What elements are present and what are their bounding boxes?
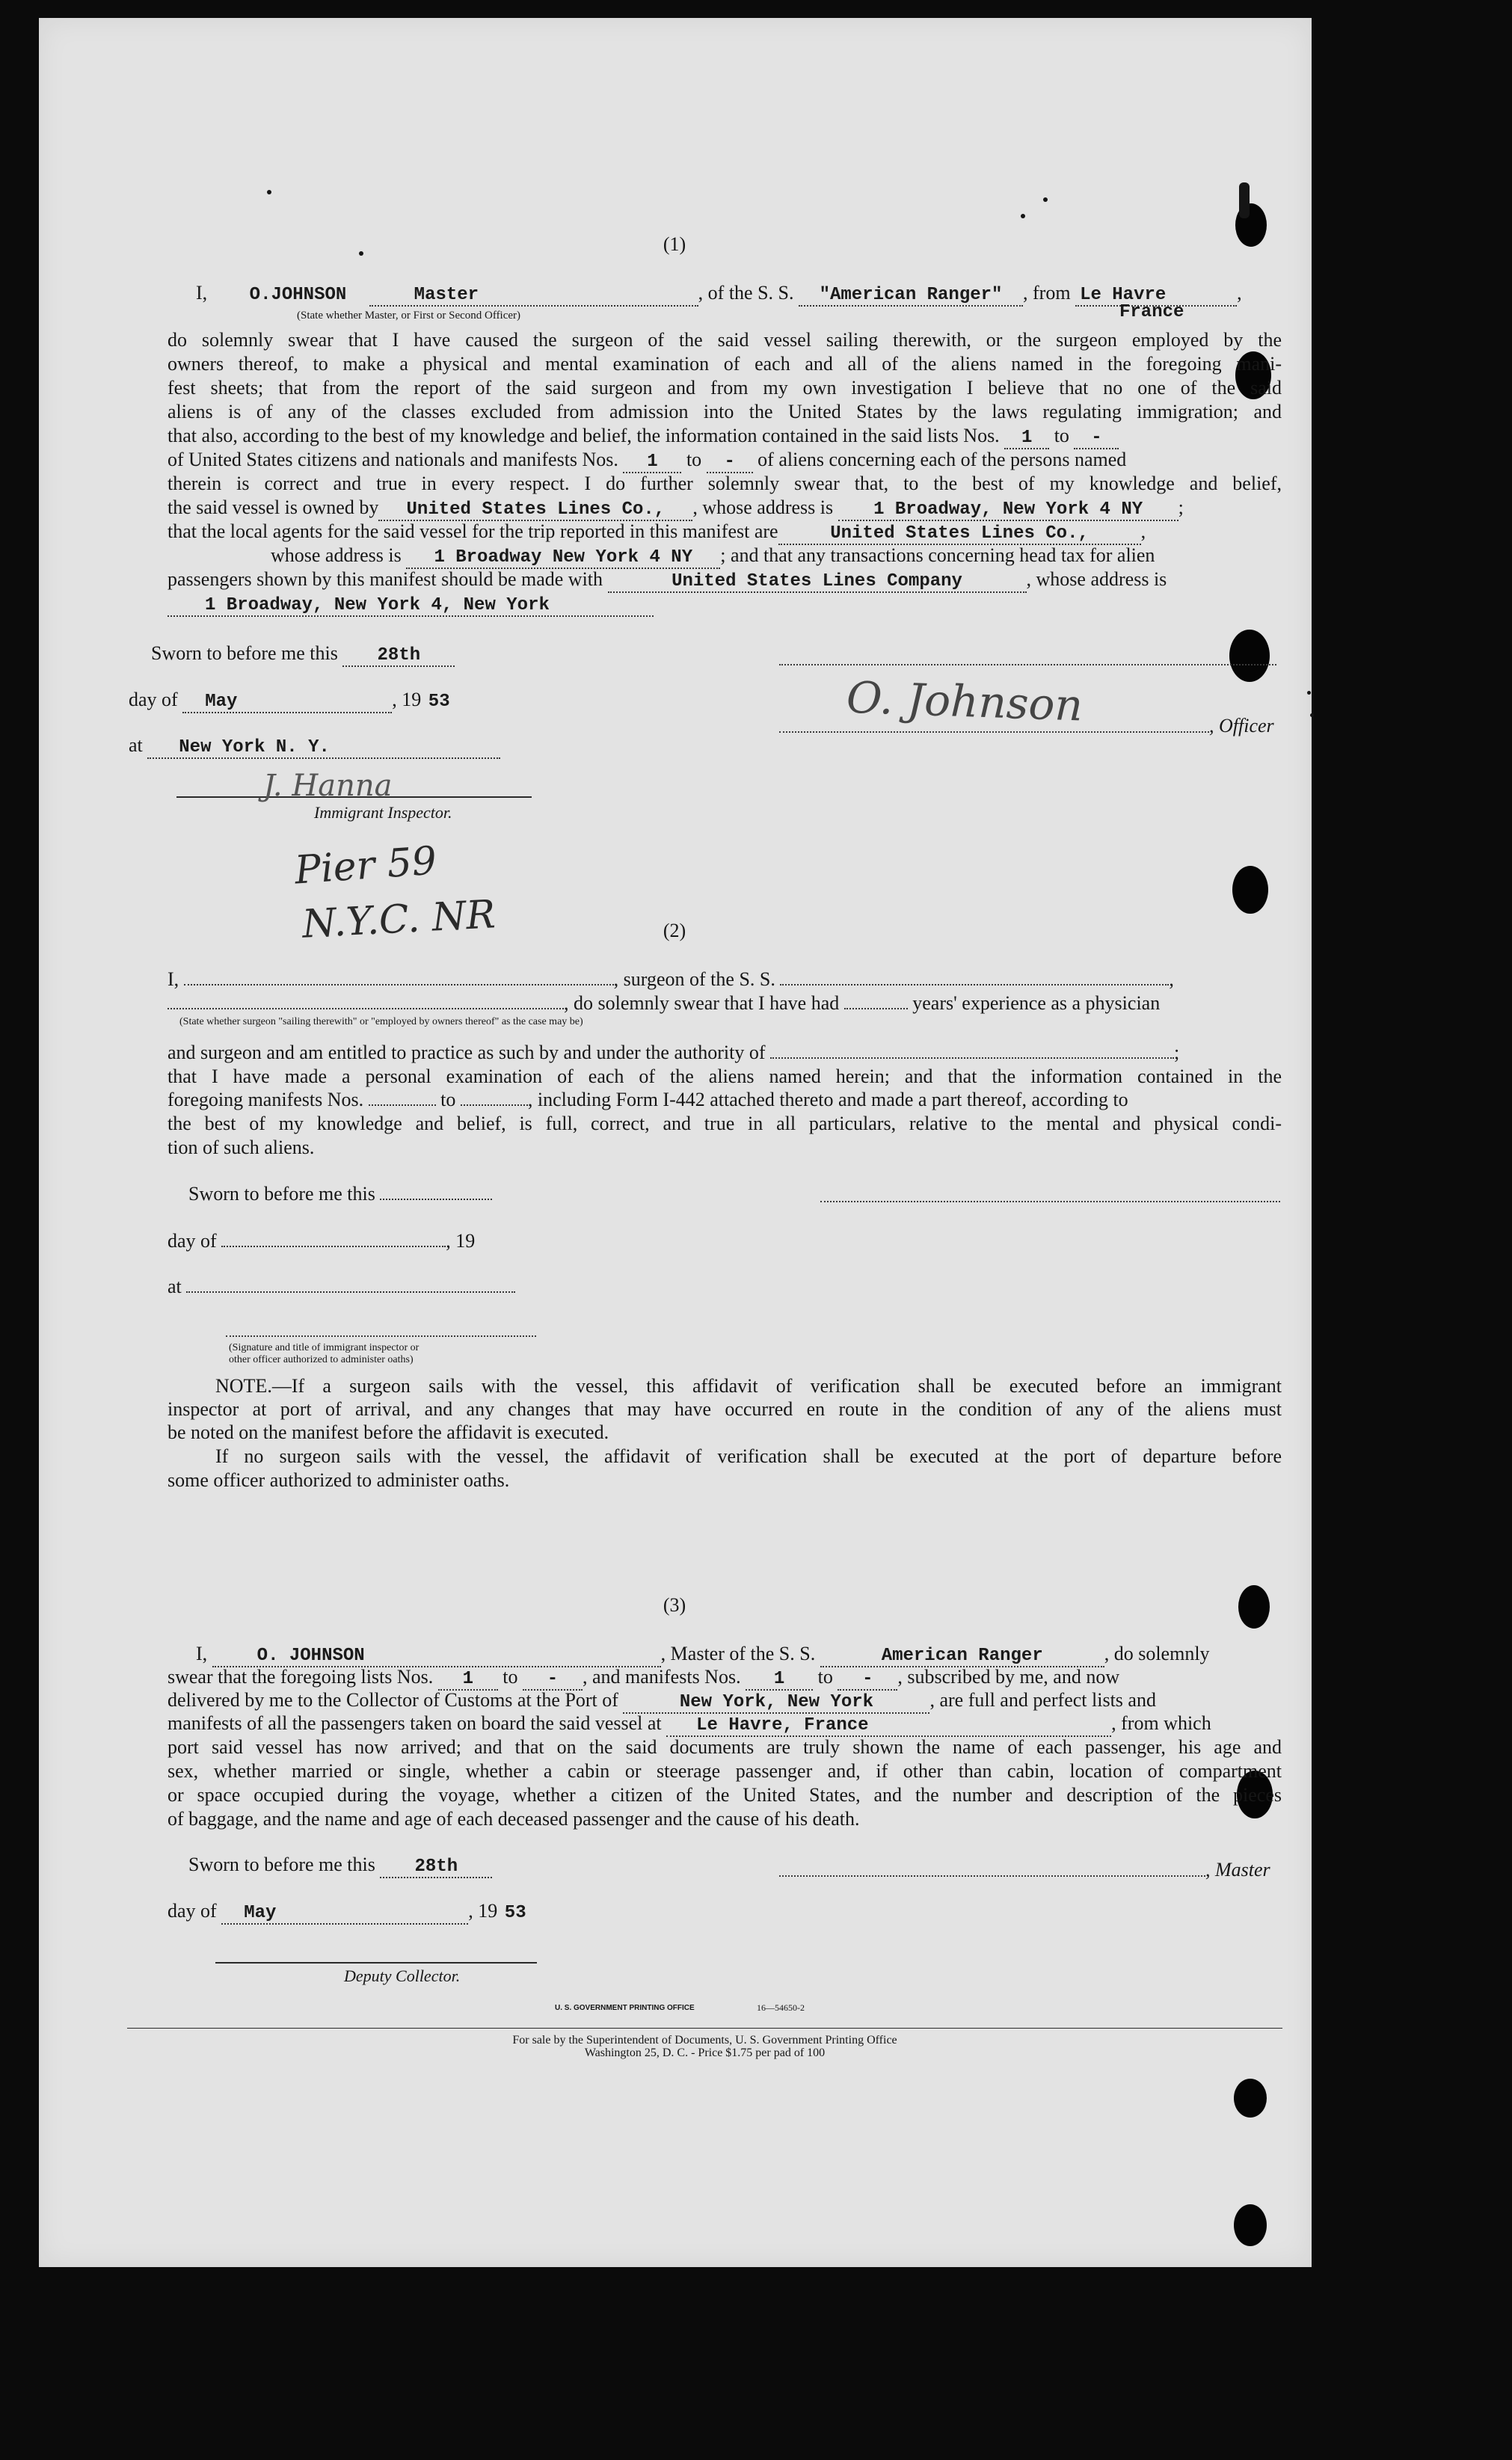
collector-signature-line <box>215 1962 537 1964</box>
surgeon-name-field <box>184 984 614 985</box>
section-number: (1) <box>663 233 686 255</box>
surgeon-signature-line <box>820 1201 1280 1202</box>
port-field: New York, New York <box>623 1693 929 1714</box>
list-from-field: 1 <box>438 1670 498 1691</box>
note-line: NOTE.—If a surgeon sails with the vessel, this affidavit of verification shall be executed before an immigrant <box>215 1375 1282 1397</box>
head-tax-company-field: United States Lines Company <box>608 572 1027 593</box>
note-line: inspector at port of arrival, and any changes that may have occurred en route in the condition of any of the aliens must <box>168 1398 1282 1420</box>
owner-address-field: 1 Broadway, New York 4 NY <box>838 500 1178 521</box>
sale-notice: Washington 25, D. C. - Price $1.75 per pad of 100 <box>584 2047 826 2059</box>
officer-label: , Officer <box>1209 715 1274 737</box>
year-field: 53 <box>504 1903 526 1923</box>
manifest-to-field <box>461 1104 528 1106</box>
authority-field <box>770 1057 1174 1059</box>
inspector-label: Immigrant Inspector. <box>314 803 452 822</box>
agents-address-field: 1 Broadway New York 4 NY <box>406 548 720 569</box>
surgeon-vessel-field <box>780 984 1169 985</box>
master-name-field: O.JOHNSON <box>249 285 347 305</box>
officer-signature-line-2 <box>779 731 1209 733</box>
vessel-name-field: "American Ranger" <box>799 286 1023 307</box>
embark-port-field: Le Havre, France <box>666 1716 1111 1737</box>
years-experience-field <box>844 1008 908 1009</box>
rank-caption: (State whether Master, or First or Second Officer) <box>297 310 521 322</box>
ink-speck <box>1021 214 1025 218</box>
oath-first-line: I, O.JOHNSON Master , of the S. S. "American Ranger" , from Le Havre , <box>196 282 1242 305</box>
inspector-signature-line <box>226 1335 536 1337</box>
list-to-field: - <box>1074 428 1119 449</box>
ink-speck <box>359 251 363 256</box>
manifest-affidavit-page: (1) I, O.JOHNSON Master , of the S. S. "American Ranger" , from Le Havre , (State whether Master, or First or Second Officer) France do solemnly swear that I have caused the surgeon of the said vessel sailing therewith, or the surgeon employed by the owners thereof, to make a physical and mental examination of each and all of the aliens named in the foregoing mani- fest sheets; that from the report of the said surgeon and from my own investigation I believe that no one of the said aliens is of any of the classes excluded from admission into the United States by the laws regulating immigration; and that also, according to the best of my knowledge and belief, the information contained in the said lists Nos. 1 to - of United States citizens and nationals and manifests Nos. 1 to - of aliens concerning each of the persons named therein is correct and true in every respect. I do further solemnly swear that, to the best of my knowledge and belief, the said vessel is owned by United States Lines Co., , whose address is 1 Broadway, New York 4 NY ; that the local agents for the said vessel for the trip reported in this manifest are United States Lines Co., , whose address is 1 Broadway New York 4 NY ; and that any transactions concerning head tax for alien passengers shown by this manifest should be made with United States Lines Company , whose address is 1 Broadway, New York 4, New York Sworn to before me this 28th day of May , 19 53 at New York N. Y. O. Johnson , Officer J. Hanna Immigrant Inspector. Pier 59 N.Y.C. NR (2) I, , surgeon of the S. S. , , do solemnly swear that I have had years' experience as a physician (State whether surgeon "sailing therewith" or "employed by owners thereof" as the case may be) and surgeon and am entitled to practice as such by and under the authority of ; that I have made a personal examination of each of the aliens named herein; and that the information contained in the foregoing manifests Nos. to , including Form I-442 attached thereto and made a part thereof, according to the best of my knowledge and belief, is full, correct, and true in all particulars, relative to the mental and physical condi- tion of such aliens. Sworn to before me this day of , 19 at (Signature and title of immigrant inspector or other officer authorized to administer oaths) NOTE.—If a surgeon sails with the vessel, this affidavit of verification shall be executed before an immigrant inspector at port of arrival, and any changes that may have occurred en route in the condition of any of the aliens must be noted on the manifest before the affidavit is executed. If no surgeon sails with the vessel, the affidavit of verification shall be executed at the port of departure before some officer authorized to administer oaths. (3) I, O. JOHNSON , Master of the S. S. American Ranger , do solemnly swear that the foregoing lists Nos. 1 to - , and manifests Nos. 1 to - , subscribed by me, and now delivered by me to the Collector of Customs at the Port of New York, New York , are full and perfect lists and manifests of all the passengers taken on board the said vessel at Le Havre, France , from which port said vessel has now arrived; and that on the said documents are truly shown the name of each passenger, his age and sex, whether married or single, whether a cabin or steerage passenger and, if other than cabin, location of compartment or space occupied during the voyage, whether a citizen of the United States, and the number and description of the pieces of baggage, and the name and age of each deceased passenger and the cause of his death. Sworn to before me this 28th , Master day of May , 19 53 Deputy Collector. U. S. GOVERNMENT PRINTING OFFICE 16—54650-2 For sale by the Superintendent of Documents, U. S. Government Printing Office Washington 25, D. C. - Price $1.75 per pad of 100 <box>39 18 1312 2267</box>
head-tax-address-field: 1 Broadway, New York 4, New York <box>168 596 654 617</box>
rank-field: Master <box>369 286 698 307</box>
oath-paragraph-line: owners thereof, to make a physical and mental examination of each and all of the aliens named in the foregoing mani- <box>168 353 1282 375</box>
ink-speck <box>267 190 271 194</box>
officer-signature-line-1 <box>779 664 1276 665</box>
master-name-field: O. JOHNSON <box>212 1646 661 1667</box>
month-field: May <box>221 1904 468 1925</box>
sworn-day-field: 28th <box>342 646 455 667</box>
note-line: If no surgeon sails with the vessel, the affidavit of verification shall be executed at the port of departure before <box>215 1445 1282 1467</box>
collector-label: Deputy Collector. <box>344 1967 461 1985</box>
surgeon-status-caption: (State whether surgeon "sailing therewith" or "employed by owners thereof" as the case may be) <box>179 1016 583 1027</box>
agents-field: United States Lines Co., <box>778 524 1141 545</box>
list-from-field: 1 <box>1004 428 1049 449</box>
place-field: New York N. Y. <box>147 738 500 759</box>
note-line: some officer authorized to administer oaths. <box>168 1469 510 1491</box>
manifest-to-field: - <box>707 452 753 473</box>
binder-hole <box>1229 630 1270 682</box>
form-code: 16—54650-2 <box>757 2002 805 2013</box>
handwritten-port-note: N.Y.C. NR <box>301 892 497 947</box>
master-label: , Master <box>1205 1859 1270 1881</box>
binder-hole <box>1234 2204 1267 2246</box>
oath-paragraph-line: aliens is of any of the classes excluded from admission into the United States by the laws regulating immigration; and <box>168 401 1282 422</box>
oath-paragraph-line: do solemnly swear that I have caused the surgeon of the said vessel sailing therewith, or the surgeon employed by the <box>168 329 1282 351</box>
list-to-field: - <box>523 1670 583 1691</box>
departure-country: France <box>1119 302 1184 322</box>
manifest-from-field: 1 <box>623 452 681 473</box>
owner-field: United States Lines Co., <box>378 500 692 521</box>
gpo-imprint: U. S. GOVERNMENT PRINTING OFFICE <box>555 2004 695 2012</box>
section-number: (3) <box>663 1594 686 1616</box>
sworn-day-field <box>380 1199 492 1200</box>
departure-city-field: Le Havre <box>1075 286 1237 307</box>
surgeon-status-field <box>168 1008 564 1009</box>
binder-hole <box>1234 2079 1267 2118</box>
year-field: 53 <box>428 692 450 712</box>
officer-signature: O. Johnson <box>845 671 1084 731</box>
manifest-to-field: - <box>838 1670 897 1691</box>
oath-paragraph-line: therein is correct and true in every respect. I do further solemnly swear that, to the best of my knowledge and belief, <box>168 473 1282 494</box>
master-signature-line <box>779 1875 1205 1877</box>
binder-hole <box>1238 1585 1270 1629</box>
sale-notice: For sale by the Superintendent of Documents, U. S. Government Printing Office <box>512 2034 897 2047</box>
binder-hole <box>1232 866 1268 914</box>
place-field <box>186 1291 515 1293</box>
ink-speck <box>1239 182 1250 218</box>
section-number: (2) <box>663 920 686 941</box>
inspector-signature: J. Hanna <box>263 769 393 803</box>
manifest-from-field: 1 <box>746 1670 813 1691</box>
ink-speck <box>1043 197 1048 202</box>
sworn-day-field: 28th <box>380 1857 492 1878</box>
ink-speck <box>1307 691 1311 695</box>
handwritten-pier-note: Pier 59 <box>293 838 438 894</box>
month-field: May <box>182 692 392 713</box>
ink-speck <box>1310 713 1314 717</box>
manifest-from-field <box>369 1104 436 1106</box>
footer-rule <box>127 2028 1282 2029</box>
vessel-name-field: American Ranger <box>820 1646 1104 1667</box>
month-field <box>221 1246 446 1247</box>
oath-paragraph-line: fest sheets; that from the report of the said surgeon and from my own investigation I believe that no one of the said <box>168 377 1282 399</box>
note-line: be noted on the manifest before the affidavit is executed. <box>168 1421 609 1443</box>
